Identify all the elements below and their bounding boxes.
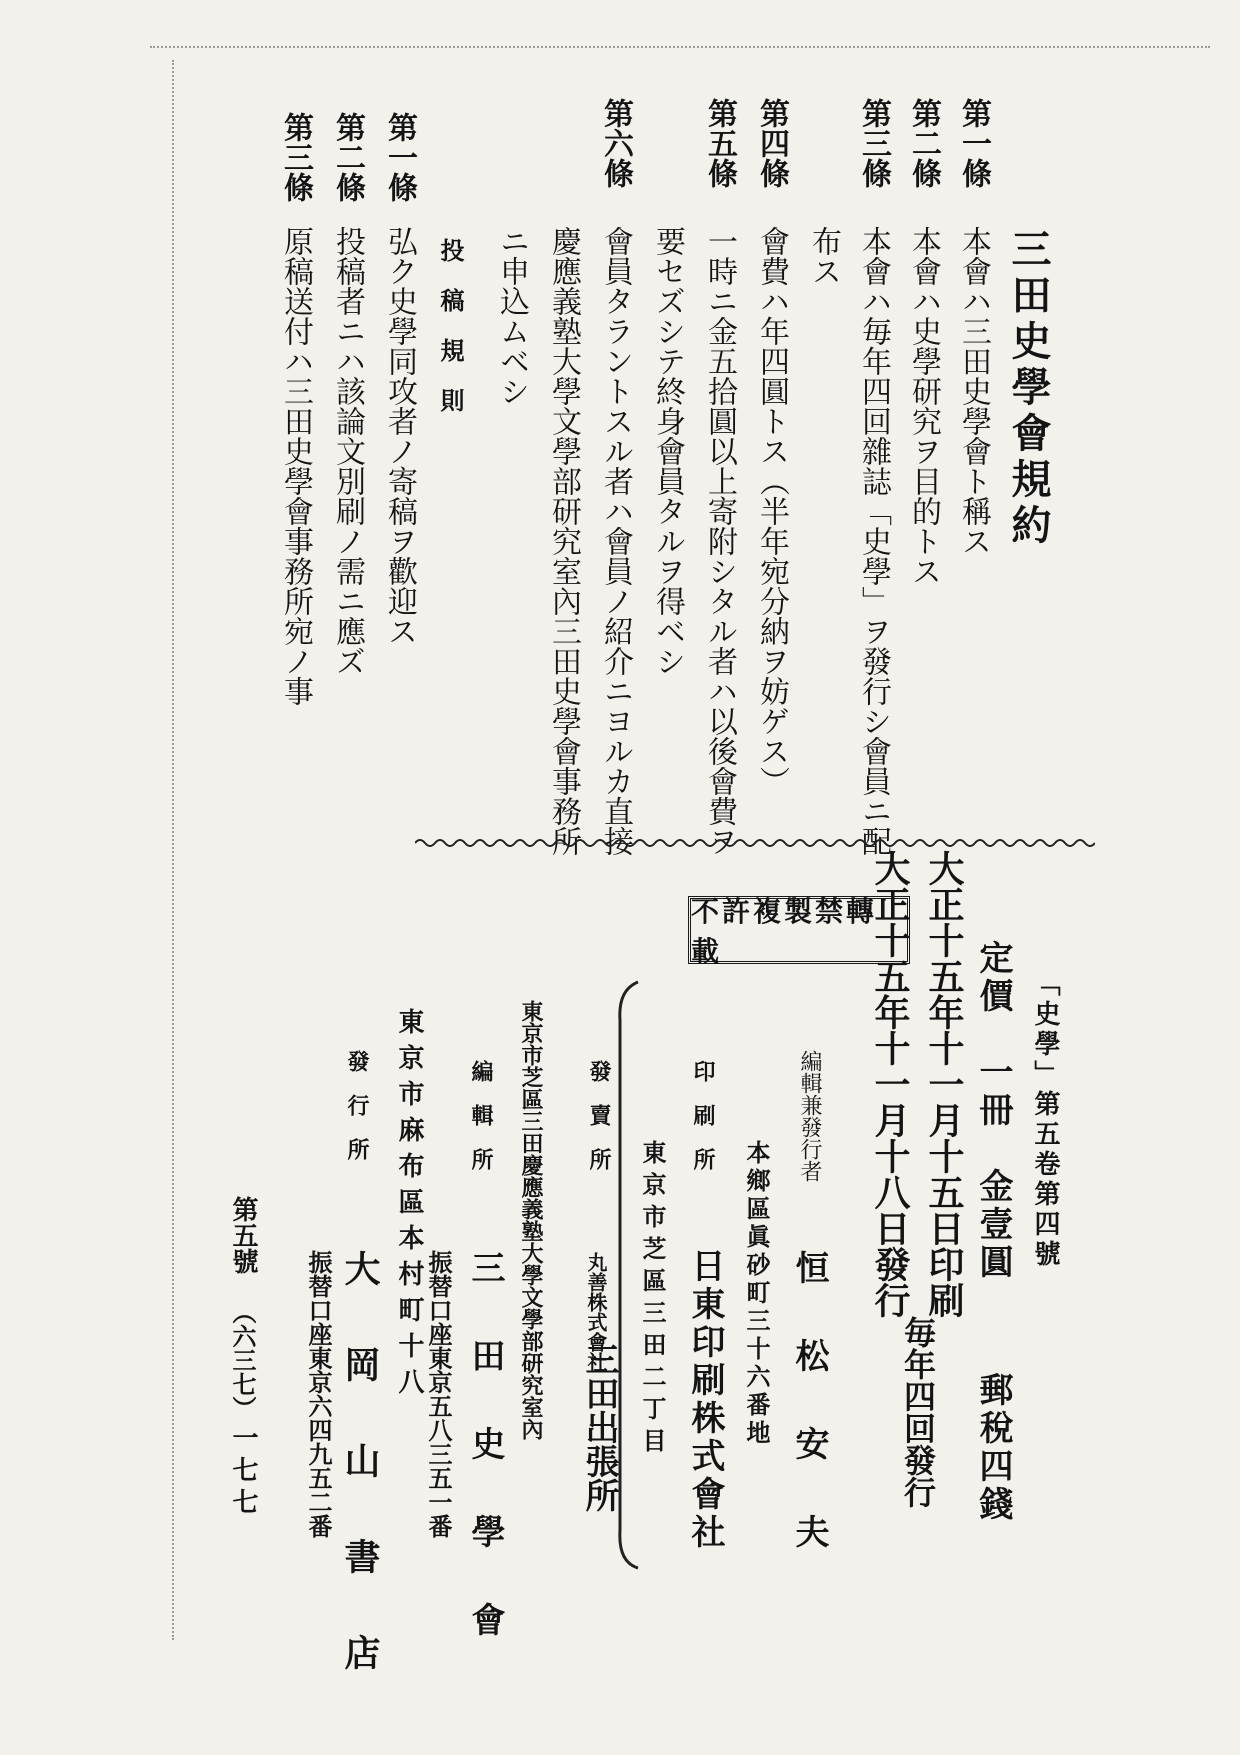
no-reproduction-stamp: 不許複製禁轉載: [688, 896, 910, 964]
rule-article-4-text: 會費ハ年四圓トス（半年宛分納ヲ妨ゲス）: [754, 226, 789, 796]
colophon-publisher-label: 發 行 所: [344, 1050, 370, 1160]
colophon-printer-label: 印 刷 所: [690, 1060, 716, 1170]
rule-article-4-no: 第四條: [754, 98, 789, 188]
colophon-editor-label: 編輯兼發行者: [797, 1050, 822, 1182]
rule-article-1-no: 第一條: [956, 98, 991, 188]
submission-article-3-text: 原稿送付ハ三田史學會事務所宛ノ事: [278, 226, 313, 706]
colophon-editorial-account: 振替口座東京五八三五一番: [424, 1250, 453, 1538]
colophon-editor-address: 本鄉區眞砂町三十六番地: [742, 1140, 771, 1448]
rule-article-6-no: 第六條: [598, 98, 633, 188]
rule-article-5-text: 一時ニ金五拾圓以上寄附シタル者ハ以後會費ヲ: [702, 226, 737, 856]
rule-article-6-cont: 慶應義塾大學文學部研究室內三田史學會事務所: [546, 226, 581, 856]
footer-page-paren: （六三七）: [228, 1300, 257, 1420]
rule-article-1-text: 本會ハ三田史學會ト稱ス: [956, 226, 991, 556]
rule-article-6-cont2: ニ申込ムベシ: [494, 226, 529, 406]
footer-page-number: 一七七: [228, 1424, 258, 1520]
colophon-journal: 「史學」第五卷第四號: [1030, 970, 1060, 1270]
top-scan-border: [150, 46, 1210, 48]
rule-article-3-cont: 布ス: [806, 226, 841, 286]
colophon-printed-date: 大正十五年十一月十五日印刷: [923, 850, 965, 1318]
submission-article-1-no: 第一條: [382, 112, 417, 202]
submission-article-1-text: 弘ク史學同攻者ノ寄稿ヲ歡迎ス: [382, 226, 417, 646]
colophon-editor-name: 恒 松 安 夫: [789, 1250, 829, 1558]
colophon-seller-label: 發 賣 所: [586, 1060, 612, 1170]
colophon-editorial-name: 三 田 史 學 會: [465, 1250, 505, 1646]
colophon-publisher-account: 振替口座東京六四九五二番: [304, 1250, 333, 1538]
wavy-divider: [415, 836, 1095, 850]
colophon-issued-date: 大正十五年十一月十八日發行: [869, 850, 911, 1318]
rule-article-2-no: 第二條: [906, 98, 941, 188]
rule-article-5-no: 第五條: [702, 98, 737, 188]
rule-article-3-no: 第三條: [856, 98, 891, 188]
rule-article-6-text: 會員タラントスル者ハ會員ノ紹介ニヨルカ直接: [598, 226, 633, 856]
left-scan-border: [172, 60, 174, 1640]
colophon-seller-name-small: 丸善株式會社: [584, 1252, 608, 1372]
colophon-publisher-name: 大 岡 山 書 店: [339, 1250, 381, 1682]
rule-article-3-text: 本會ハ毎年四回雜誌「史學」ヲ發行シ會員ニ配: [856, 226, 891, 856]
submission-title: 投稿規則: [436, 238, 465, 438]
rule-article-5-cont: 要セズシテ終身會員タルヲ得ベシ: [650, 226, 685, 676]
group-bracket: [612, 980, 642, 1570]
submission-article-2-text: 投稿者ニハ該論文別刷ノ需ニ應ズ: [330, 226, 365, 676]
colophon-seller-name: 三田出張所: [579, 1342, 619, 1512]
colophon-postage: 郵稅四錢: [973, 1372, 1013, 1524]
submission-article-2-no: 第二條: [330, 112, 365, 202]
colophon-frequency: 毎年四回發行: [899, 1316, 937, 1508]
colophon-seller-address: 東京市芝區三田二丁目: [638, 1140, 667, 1460]
footer-issue: 第五號: [228, 1196, 258, 1274]
rules-title: 三田史學會規約: [1005, 228, 1052, 550]
colophon-price: 定價 一冊 金壹圓: [973, 940, 1013, 1282]
colophon-editorial-label: 編 輯 所: [468, 1060, 494, 1170]
rule-article-2-text: 本會ハ史學研究ヲ目的トス: [906, 226, 941, 586]
colophon-editorial-address: 東京市芝區三田慶應義塾大學文學部研究室內: [518, 1000, 544, 1440]
colophon-printer-name: 日東印刷株式會社: [685, 1248, 725, 1552]
colophon-publisher-address: 東京市麻布區本村町十八: [394, 1008, 424, 1404]
submission-article-3-no: 第三條: [278, 112, 313, 202]
